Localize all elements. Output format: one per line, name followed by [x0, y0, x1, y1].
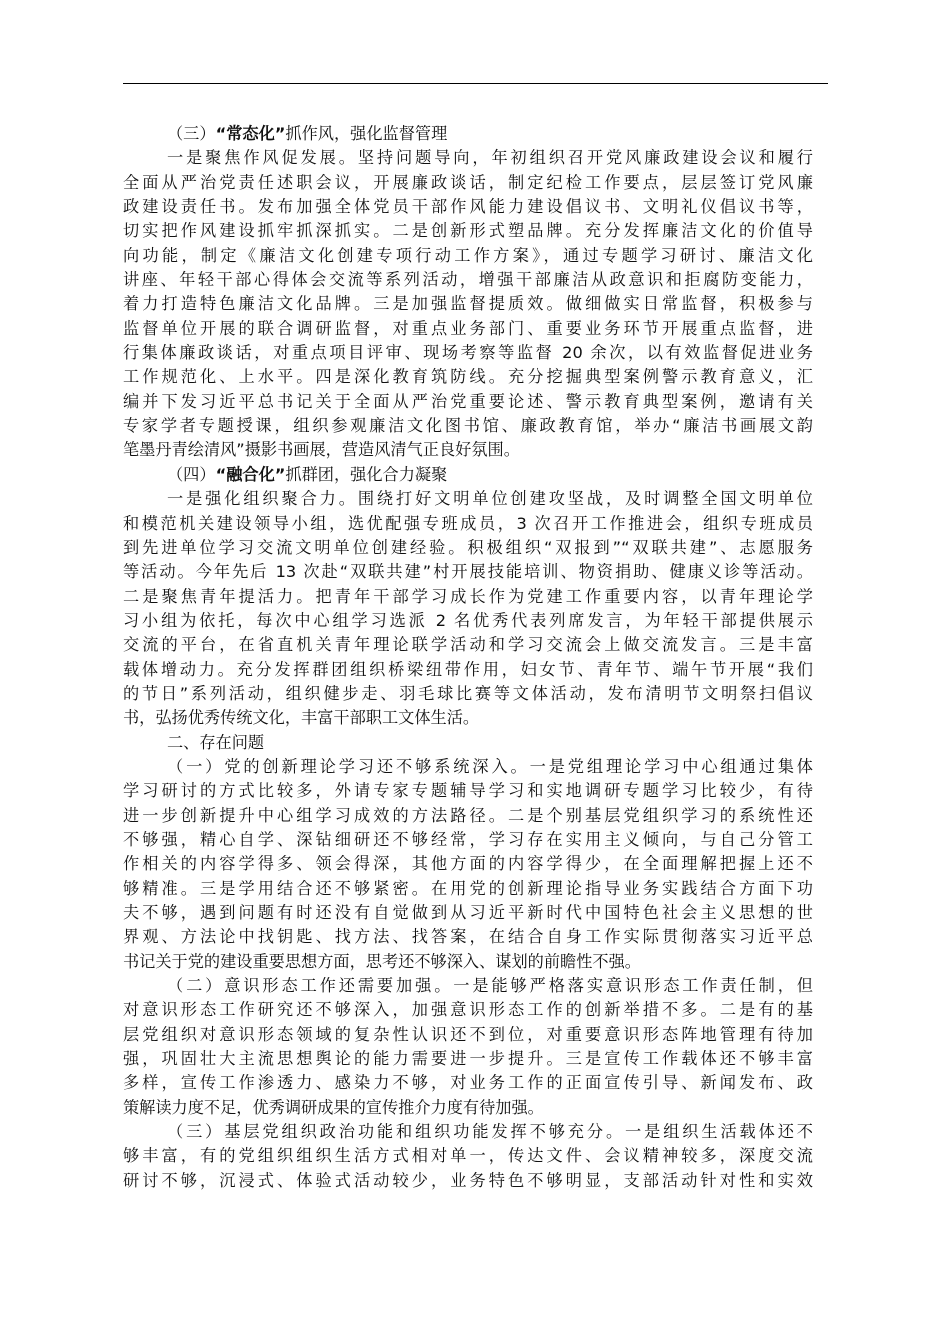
section-heading [123, 122, 813, 146]
text-line: （一）党的创新理论学习还不够系统深入。一是党组理论学习中心组通过集体 [167, 756, 813, 776]
text-line: 工作规范化、上水平。四是深化教育筑防线。充分挖掘典型案例警示教育意义，汇 [123, 367, 813, 387]
text-line: 习小组为依托，每次中心组学习选派 2 名优秀代表列席发言，为年轻干部提供展示 [123, 610, 813, 630]
text-line: 学习研讨的方式比较多，外请专家专题辅导学习和实地调研专题学习比较少，有待 [123, 781, 813, 801]
paragraph [123, 487, 813, 730]
text-line: 进一步创新提升中心组学习成效的方法路径。二是个别基层党组织学习的系统性还 [123, 805, 813, 825]
text-line: 二是聚焦青年提活力。把青年干部学习成长作为党建工作重要内容，以青年理论学 [123, 586, 813, 606]
heading-text: 抓作风，强化监督管理 [285, 124, 448, 143]
text-line: 不够强，精心自学、深钻细研还不够经常，学习存在实用主义倾向，与自己分管工 [123, 829, 813, 849]
text-line: （二）意识形态工作还需要加强。一是能够严格落实意识形态工作责任制，但 [167, 976, 813, 996]
text-line: 强，巩固壮大主流思想舆论的能力需要进一步提升。三是宣传工作载体还不够丰富 [123, 1049, 813, 1069]
heading-emphasis: “融合化” [215, 464, 286, 484]
text-line: 全面从严治党责任述职会议，开展廉政谈话，制定纪检工作要点，层层签订党风廉 [123, 172, 813, 192]
text-line: 切实把作风建设抓牢抓深抓实。二是创新形式塑品牌。充分发挥廉洁文化的价值导 [123, 221, 813, 241]
paragraph [123, 974, 813, 1120]
text-line: 行集体廉政谈话，对重点项目评审、现场考察等监督 20 余次，以有效监督促进业务 [123, 343, 813, 363]
paragraph [123, 1120, 813, 1193]
text-line: 笔墨丹青绘清风”摄影书画展，营造风清气正良好氛围。 [123, 440, 520, 460]
text-line: 够丰富，有的党组织组织生活方式相对单一，传达文件、会议精神较多，深度交流 [123, 1146, 813, 1166]
text-line: 编并下发习近平总书记关于全面从严治党重要论述、警示教育典型案例，邀请有关 [123, 391, 813, 411]
heading-emphasis: “常态化” [215, 124, 286, 143]
section-title: 二、存在问题 [167, 732, 265, 752]
text-line: 多样，宣传工作渗透力、感染力不够，对业务工作的正面宣传引导、新闻发布、政 [123, 1073, 813, 1093]
text-line: 夫不够，遇到问题有时还没有自觉做到从习近平新时代中国特色社会主义思想的世 [123, 903, 813, 922]
heading-prefix: （四） [167, 464, 216, 484]
text-line: （三）基层党组织政治功能和组织功能发挥不够充分。一是组织生活载体还不 [167, 1122, 813, 1142]
text-line: 专家学者专题授课，组织参观廉洁文化图书馆、廉政教育馆，举办“廉洁书画展文韵 [123, 416, 813, 436]
paragraph [123, 755, 813, 974]
heading-prefix: （三） [167, 124, 216, 143]
text-line: 够精准。三是学用结合还不够紧密。在用党的创新理论指导业务实践结合方面下功 [123, 878, 813, 898]
text-line: 政建设责任书。发布加强全体党员干部作风能力建设倡议书、文明礼仪倡议书等， [123, 197, 813, 217]
text-line: 研讨不够，沉浸式、体验式活动较少，业务特色不够明显，支部活动针对性和实效 [123, 1170, 813, 1190]
paragraph [123, 146, 813, 462]
text-line: 层党组织对意识形态领域的复杂性认识还不到位，对重要意识形态阵地管理有待加 [123, 1024, 813, 1044]
text-line: 一是聚焦作风促发展。坚持问题导向，年初组织召开党风廉政建设会议和履行 [167, 148, 813, 168]
header-rule [123, 83, 828, 84]
text-line: 界观、方法论中找钥匙、找方法、找答案，在结合自身工作实际贯彻落实习近平总 [123, 927, 813, 947]
text-line: 对意识形态工作研究还不够深入，加强意识形态工作的创新举措不多。二是有的基 [123, 1000, 813, 1020]
heading-text: 抓群团，强化合力凝聚 [285, 464, 448, 484]
text-line: 着力打造特色廉洁文化品牌。三是加强监督提质效。做细做实日常监督，积极参与 [123, 294, 813, 314]
text-line: 等活动。今年先后 13 次赴“双联共建”村开展技能培训、物资捐助、健康义诊等活动。 [123, 562, 813, 582]
text-line: 的节日”系列活动，组织健步走、羽毛球比赛等文体活动，发布清明节文明祭扫倡议 [123, 683, 813, 703]
text-line: 策解读力度不足，优秀调研成果的宣传推介力度有待加强。 [123, 1097, 544, 1117]
text-line: 书，弘扬优秀传统文化，丰富干部职工文体生活。 [123, 708, 480, 728]
text-line: 作相关的内容学得多、领会得深，其他方面的内容学得少，在全面理解把握上还不 [123, 854, 813, 874]
text-line: 交流的平台，在省直机关青年理论联学活动和学习交流会上做交流发言。三是丰富 [123, 635, 813, 655]
text-line: 监督单位开展的联合调研监督，对重点业务部门、重要业务环节开展重点监督，进 [123, 318, 813, 338]
text-line: 讲座、年轻干部心得体会交流等系列活动，增强干部廉洁从政意识和拒腐防变能力， [123, 270, 813, 290]
document-body [123, 122, 813, 1193]
text-line: 书记关于党的建设重要思想方面，思考还不够深入、谋划的前瞻性不强。 [123, 951, 641, 971]
text-line: 和模范机关建设领导小组，选优配强专班成员，3 次召开工作推进会，组织专班成员 [123, 513, 813, 533]
text-line: 一是强化组织聚合力。围绕打好文明单位创建攻坚战，及时调整全国文明单位 [167, 489, 813, 509]
text-line: 到先进单位学习交流文明单位创建经验。积极组织“双报到”“双联共建”、志愿服务 [123, 537, 813, 557]
text-line: 载体增动力。充分发挥群团组织桥梁纽带作用，妇女节、青年节、端午节开展“我们 [123, 659, 813, 679]
section-heading [123, 463, 813, 487]
text-line: 向功能，制定《廉洁文化创建专项行动工作方案》，通过专题学习研讨、廉洁文化 [123, 245, 813, 265]
